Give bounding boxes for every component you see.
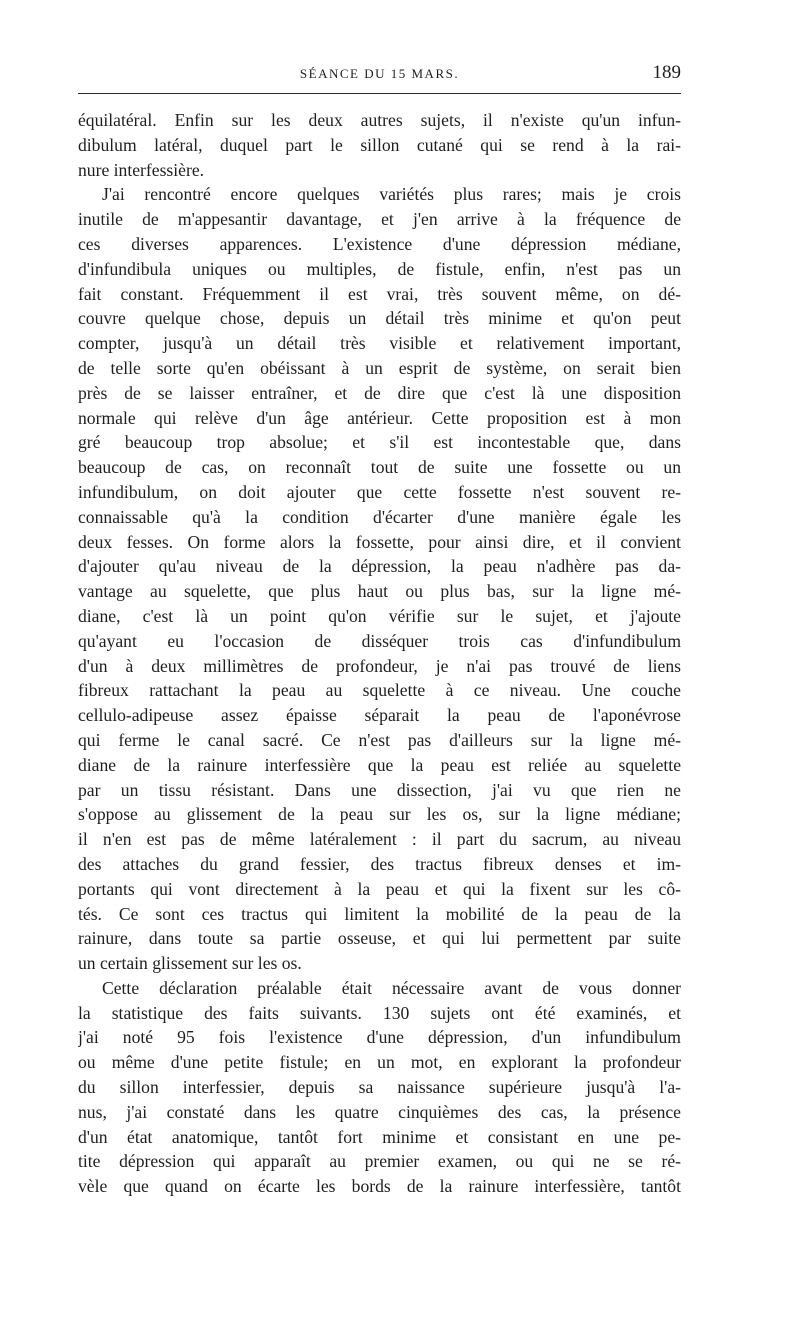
text-line: fibreux rattachant la peau au squelette à ce niveau. Une couche <box>78 680 681 701</box>
text-line: deux fesses. On forme alors la fossette, pour ainsi dire, et il convient <box>78 531 681 552</box>
text-line: de telle sorte qu'en obéissant à un esprit de système, on serait bien <box>78 357 681 378</box>
text-line: nure interfessière. <box>78 159 205 180</box>
text-line: il n'en est pas de même latéralement : il part du sacrum, au niveau <box>78 829 681 850</box>
text-line: tés. Ce sont ces tractus qui limitent la mobilité de la peau de la <box>78 903 681 924</box>
text-line: beaucoup de cas, on reconnaît tout de suite une fossette ou un <box>78 457 681 478</box>
text-line: qui ferme le canal sacré. Ce n'est pas d'ailleurs sur la ligne mé- <box>78 729 681 750</box>
body-text <box>78 108 681 1199</box>
text-line: qu'ayant eu l'occasion de disséquer trois cas d'infundibulum <box>78 630 681 651</box>
text-line: nus, j'ai constaté dans les quatre cinquièmes des cas, la présence <box>78 1101 681 1122</box>
text-line: couvre quelque chose, depuis un détail très minime et qu'on peut <box>78 308 681 329</box>
text-line: rainure, dans toute sa partie osseuse, et qui lui permettent par suite <box>78 928 681 949</box>
running-title: SÉANCE DU 15 MARS. <box>299 66 460 81</box>
text-line: tite dépression qui apparaît au premier examen, ou qui ne se ré- <box>78 1151 681 1172</box>
text-line: cellulo-adipeuse assez épaisse séparait la peau de l'aponévrose <box>78 705 681 726</box>
text-line: compter, jusqu'à un détail très visible et relativement important, <box>78 333 681 354</box>
text-line: des attaches du grand fessier, des tractus fibreux denses et im- <box>78 853 681 874</box>
text-line: J'ai rencontré encore quelques variétés plus rares; mais je crois <box>102 184 681 205</box>
text-line: d'un état anatomique, tantôt fort minime et consistant en une pe- <box>78 1126 681 1147</box>
text-line: ou même d'une petite fistule; en un mot, en explorant la profondeur <box>78 1052 681 1073</box>
text-line: dibulum latéral, duquel part le sillon cutané qui se rend à la rai- <box>78 134 681 155</box>
text-line: diane, c'est là un point qu'on vérifie sur le sujet, et j'ajoute <box>78 605 681 626</box>
text-line: s'oppose au glissement de la peau sur les os, sur la ligne médiane; <box>78 804 681 825</box>
text-line: infundibulum, on doit ajouter que cette fossette n'est souvent re- <box>78 481 681 502</box>
page-number: 189 <box>652 62 681 83</box>
text-line: vantage au squelette, que plus haut ou plus bas, sur la ligne mé- <box>78 581 681 602</box>
text-line: équilatéral. Enfin sur les deux autres sujets, il n'existe qu'un infun- <box>78 110 681 130</box>
text-line: fait constant. Fréquemment il est vrai, très souvent même, on dé- <box>78 283 681 304</box>
text-line: portants qui vont directement à la peau et qui la fixent sur les cô- <box>78 878 681 899</box>
text-line: gré beaucoup trop absolue; et s'il est incontestable que, dans <box>78 432 681 453</box>
text-line: ces diverses apparences. L'existence d'une dépression médiane, <box>78 233 681 254</box>
text-line: d'ajouter qu'au niveau de la dépression, la peau n'adhère pas da- <box>78 556 681 577</box>
text-line: par un tissu résistant. Dans une dissection, j'ai vu que rien ne <box>78 779 681 800</box>
text-line: j'ai noté 95 fois l'existence d'une dépression, d'un infundibulum <box>78 1027 681 1048</box>
text-line: connaissable qu'à la condition d'écarter d'une manière égale les <box>78 506 681 527</box>
text-line: la statistique des faits suivants. 130 sujets ont été examinés, et <box>78 1002 681 1023</box>
text-line: inutile de m'appesantir davantage, et j'en arrive à la fréquence de <box>78 209 681 230</box>
text-line: normale qui relève d'un âge antérieur. Cette proposition est à mon <box>78 407 681 428</box>
text-line: d'infundibula uniques ou multiples, de fistule, enfin, n'est pas un <box>78 258 681 279</box>
text-line: Cette déclaration préalable était nécessaire avant de vous donner <box>102 977 681 998</box>
book-page <box>78 58 681 1199</box>
text-line: diane de la rainure interfessière que la peau est reliée au squelette <box>78 754 681 775</box>
text-line: près de se laisser entraîner, et de dire que c'est là une disposition <box>78 382 681 403</box>
running-header <box>78 58 681 90</box>
text-line: du sillon interfessier, depuis sa naissance supérieure jusqu'à l'a- <box>78 1077 681 1098</box>
text-line: vèle que quand on écarte les bords de la rainure interfessière, tantôt <box>78 1176 681 1197</box>
header-rule <box>78 93 681 94</box>
text-line: un certain glissement sur les os. <box>78 953 302 974</box>
text-line: d'un à deux millimètres de profondeur, je n'ai pas trouvé de liens <box>78 655 681 676</box>
